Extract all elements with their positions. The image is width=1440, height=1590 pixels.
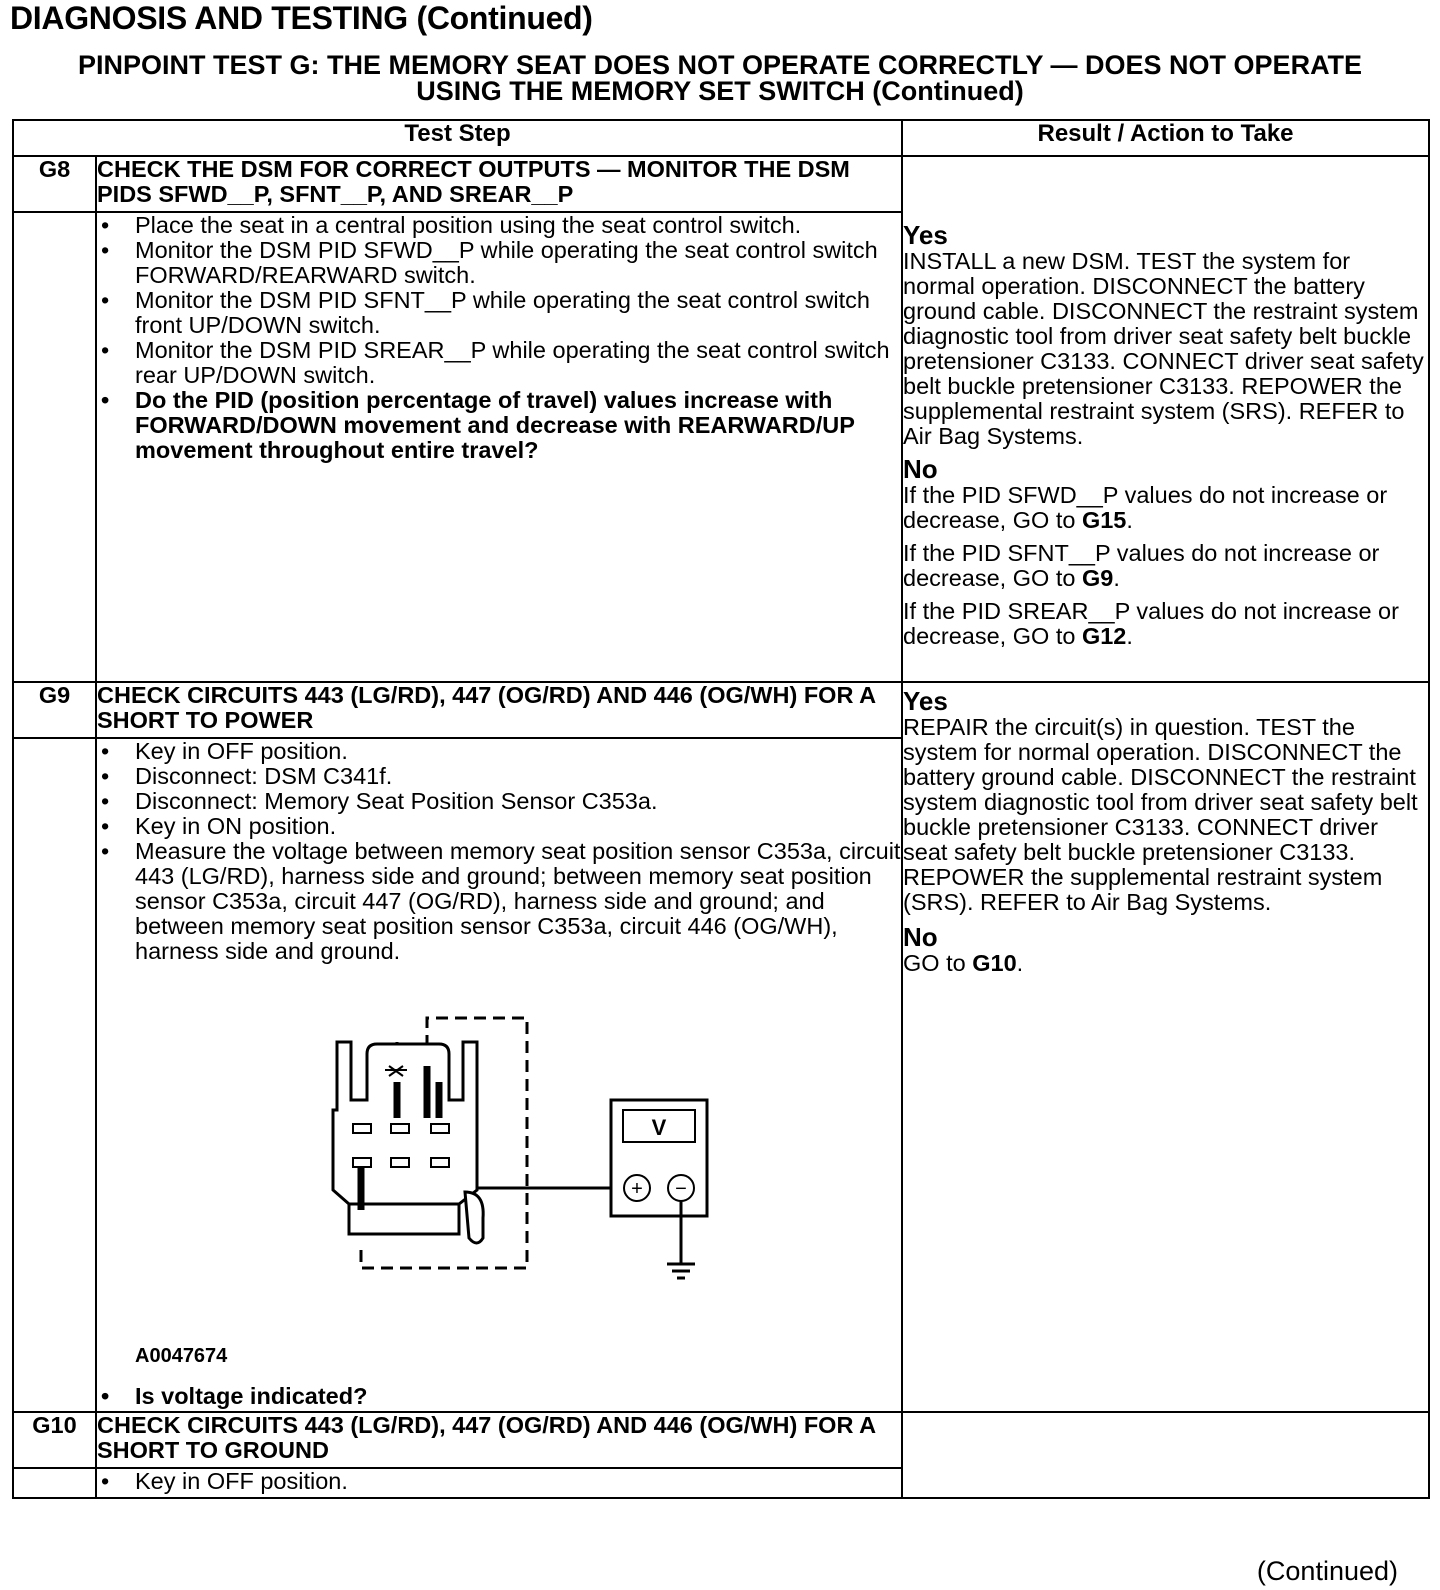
list-item: • Key in OFF position. [97, 1469, 901, 1494]
list-item: • Disconnect: Memory Seat Position Sensor C353a. [97, 789, 901, 814]
table-header-row [13, 120, 1429, 156]
column-header-result: Result / Action to Take [902, 120, 1429, 156]
step-list-g8 [97, 213, 901, 463]
voltmeter-symbol: V [651, 1115, 667, 1140]
step-g10-title-row [13, 1412, 1429, 1468]
result-cell-g10 [902, 1412, 1429, 1498]
list-item: • Monitor the DSM PID SFNT__P while operating the seat control switch front UP/DOWN switch. [97, 288, 901, 338]
list-item: • Key in ON position. [97, 814, 901, 839]
list-item: • Measure the voltage between memory seat position sensor C353a, circuit 443 (LG/RD), harness side and ground; between memory seat position sensor C353a, circuit 447 (OG/RD), harness side and ground; and between memory seat position sensor C353a, circuit 446 (OG/WH), harness side and ground. [97, 839, 901, 964]
no-action-g8-sfnt: If the PID SFNT__P values do not increase or decrease, GO to G9. [903, 540, 1380, 591]
no-label-g8: No [903, 454, 938, 484]
step-body-g9 [96, 738, 902, 1412]
list-item: • Monitor the DSM PID SFWD__P while operating the seat control switch FORWARD/REARWARD switch. [97, 238, 901, 288]
column-header-test-step: Test Step [13, 120, 902, 156]
goto-link-g9[interactable]: G9 [1081, 565, 1114, 591]
step-list-g9 [97, 739, 901, 964]
step-id-spacer-g10 [13, 1468, 96, 1498]
yes-label-g9: Yes [903, 686, 948, 716]
test-title-line-2: USING THE MEMORY SET SWITCH (Continued) [416, 76, 1024, 106]
question-g9: • Is voltage indicated? [97, 1384, 901, 1409]
question-list-g9 [97, 1384, 901, 1409]
step-id-g8: G8 [13, 156, 96, 212]
list-item: • Key in OFF position. [97, 739, 901, 764]
step-id-g9: G9 [13, 682, 96, 738]
yes-action-g8: INSTALL a new DSM. TEST the system for normal operation. DISCONNECT the battery ground cable. DISCONNECT the restraint system diagnostic tool from driver seat safety belt buckle pretensioner C3133. CONNECT driver seat safety belt buckle pretensioner C3133. REPOWER the supplemental restraint system (SRS). REFER to Air Bag Systems. [903, 248, 1424, 449]
page-heading: DIAGNOSIS AND TESTING (Continued) [10, 0, 593, 36]
no-action-g8-srear: If the PID SREAR__P values do not increase or decrease, GO to G12. [903, 598, 1399, 649]
step-id-spacer-g9 [13, 738, 96, 1412]
no-action-g9: GO to G10. [903, 950, 1024, 976]
ground-icon [667, 1264, 695, 1278]
goto-link-g15[interactable]: G15 [1081, 507, 1127, 533]
list-item: • Monitor the DSM PID SREAR__P while operating the seat control switch rear UP/DOWN switch. [97, 338, 901, 388]
yes-action-g9: REPAIR the circuit(s) in question. TEST the system for normal operation. DISCONNECT the battery ground cable. DISCONNECT the restraint system diagnostic tool from driver seat safety belt buckle pretensioner C3133. CONNECT driver seat safety belt buckle pretensioner C3133. REPOWER the supplemental restraint system (SRS). REFER to Air Bag Systems. [903, 714, 1418, 915]
list-item: • Disconnect: DSM C341f. [97, 764, 901, 789]
step-body-g10 [96, 1468, 902, 1498]
step-title-g8: CHECK THE DSM FOR CORRECT OUTPUTS — MONITOR THE DSM PIDS SFWD__P, SFNT__P, AND SREAR__P [96, 156, 902, 212]
list-item: • Place the seat in a central position using the seat control switch. [97, 213, 901, 238]
question-g8: • Do the PID (position percentage of travel) values increase with FORWARD/DOWN movement and decrease with REARWARD/UP movement throughout entire travel? [97, 388, 901, 463]
step-body-g8 [96, 212, 902, 682]
goto-link-g12[interactable]: G12 [1081, 623, 1127, 649]
no-action-g8-sfwd: If the PID SFWD__P values do not increase or decrease, GO to G15. [903, 482, 1388, 533]
step-id-g10: G10 [13, 1412, 96, 1468]
step-title-g10: CHECK CIRCUITS 443 (LG/RD), 447 (OG/RD) AND 446 (OG/WH) FOR A SHORT TO GROUND [96, 1412, 902, 1468]
yes-label-g8: Yes [903, 220, 948, 250]
pinpoint-test-title [10, 52, 1430, 104]
step-list-g10 [97, 1469, 901, 1494]
svg-text:+: + [631, 1178, 643, 1200]
figure-id: A0047674 [135, 1345, 228, 1367]
test-title-line-1: PINPOINT TEST G: THE MEMORY SEAT DOES NOT OPERATE CORRECTLY — DOES NOT OPERATE [77, 50, 1363, 80]
step-g9-title-row [13, 682, 1429, 738]
result-cell-g9 [902, 682, 1429, 1412]
result-cell-g8 [902, 156, 1429, 682]
step-g8-title-row [13, 156, 1429, 212]
pinpoint-test-table [12, 119, 1430, 1499]
svg-text:−: − [675, 1178, 687, 1200]
continued-note: (Continued) [1256, 1556, 1398, 1586]
step-title-g9: CHECK CIRCUITS 443 (LG/RD), 447 (OG/RD) AND 446 (OG/WH) FOR A SHORT TO POWER [96, 682, 902, 738]
no-label-g9: No [903, 922, 938, 952]
voltmeter-connector-diagram [327, 1014, 727, 1304]
step-id-spacer-g8 [13, 212, 96, 682]
goto-link-g10[interactable]: G10 [972, 950, 1017, 976]
wiring-figure [97, 964, 901, 1384]
